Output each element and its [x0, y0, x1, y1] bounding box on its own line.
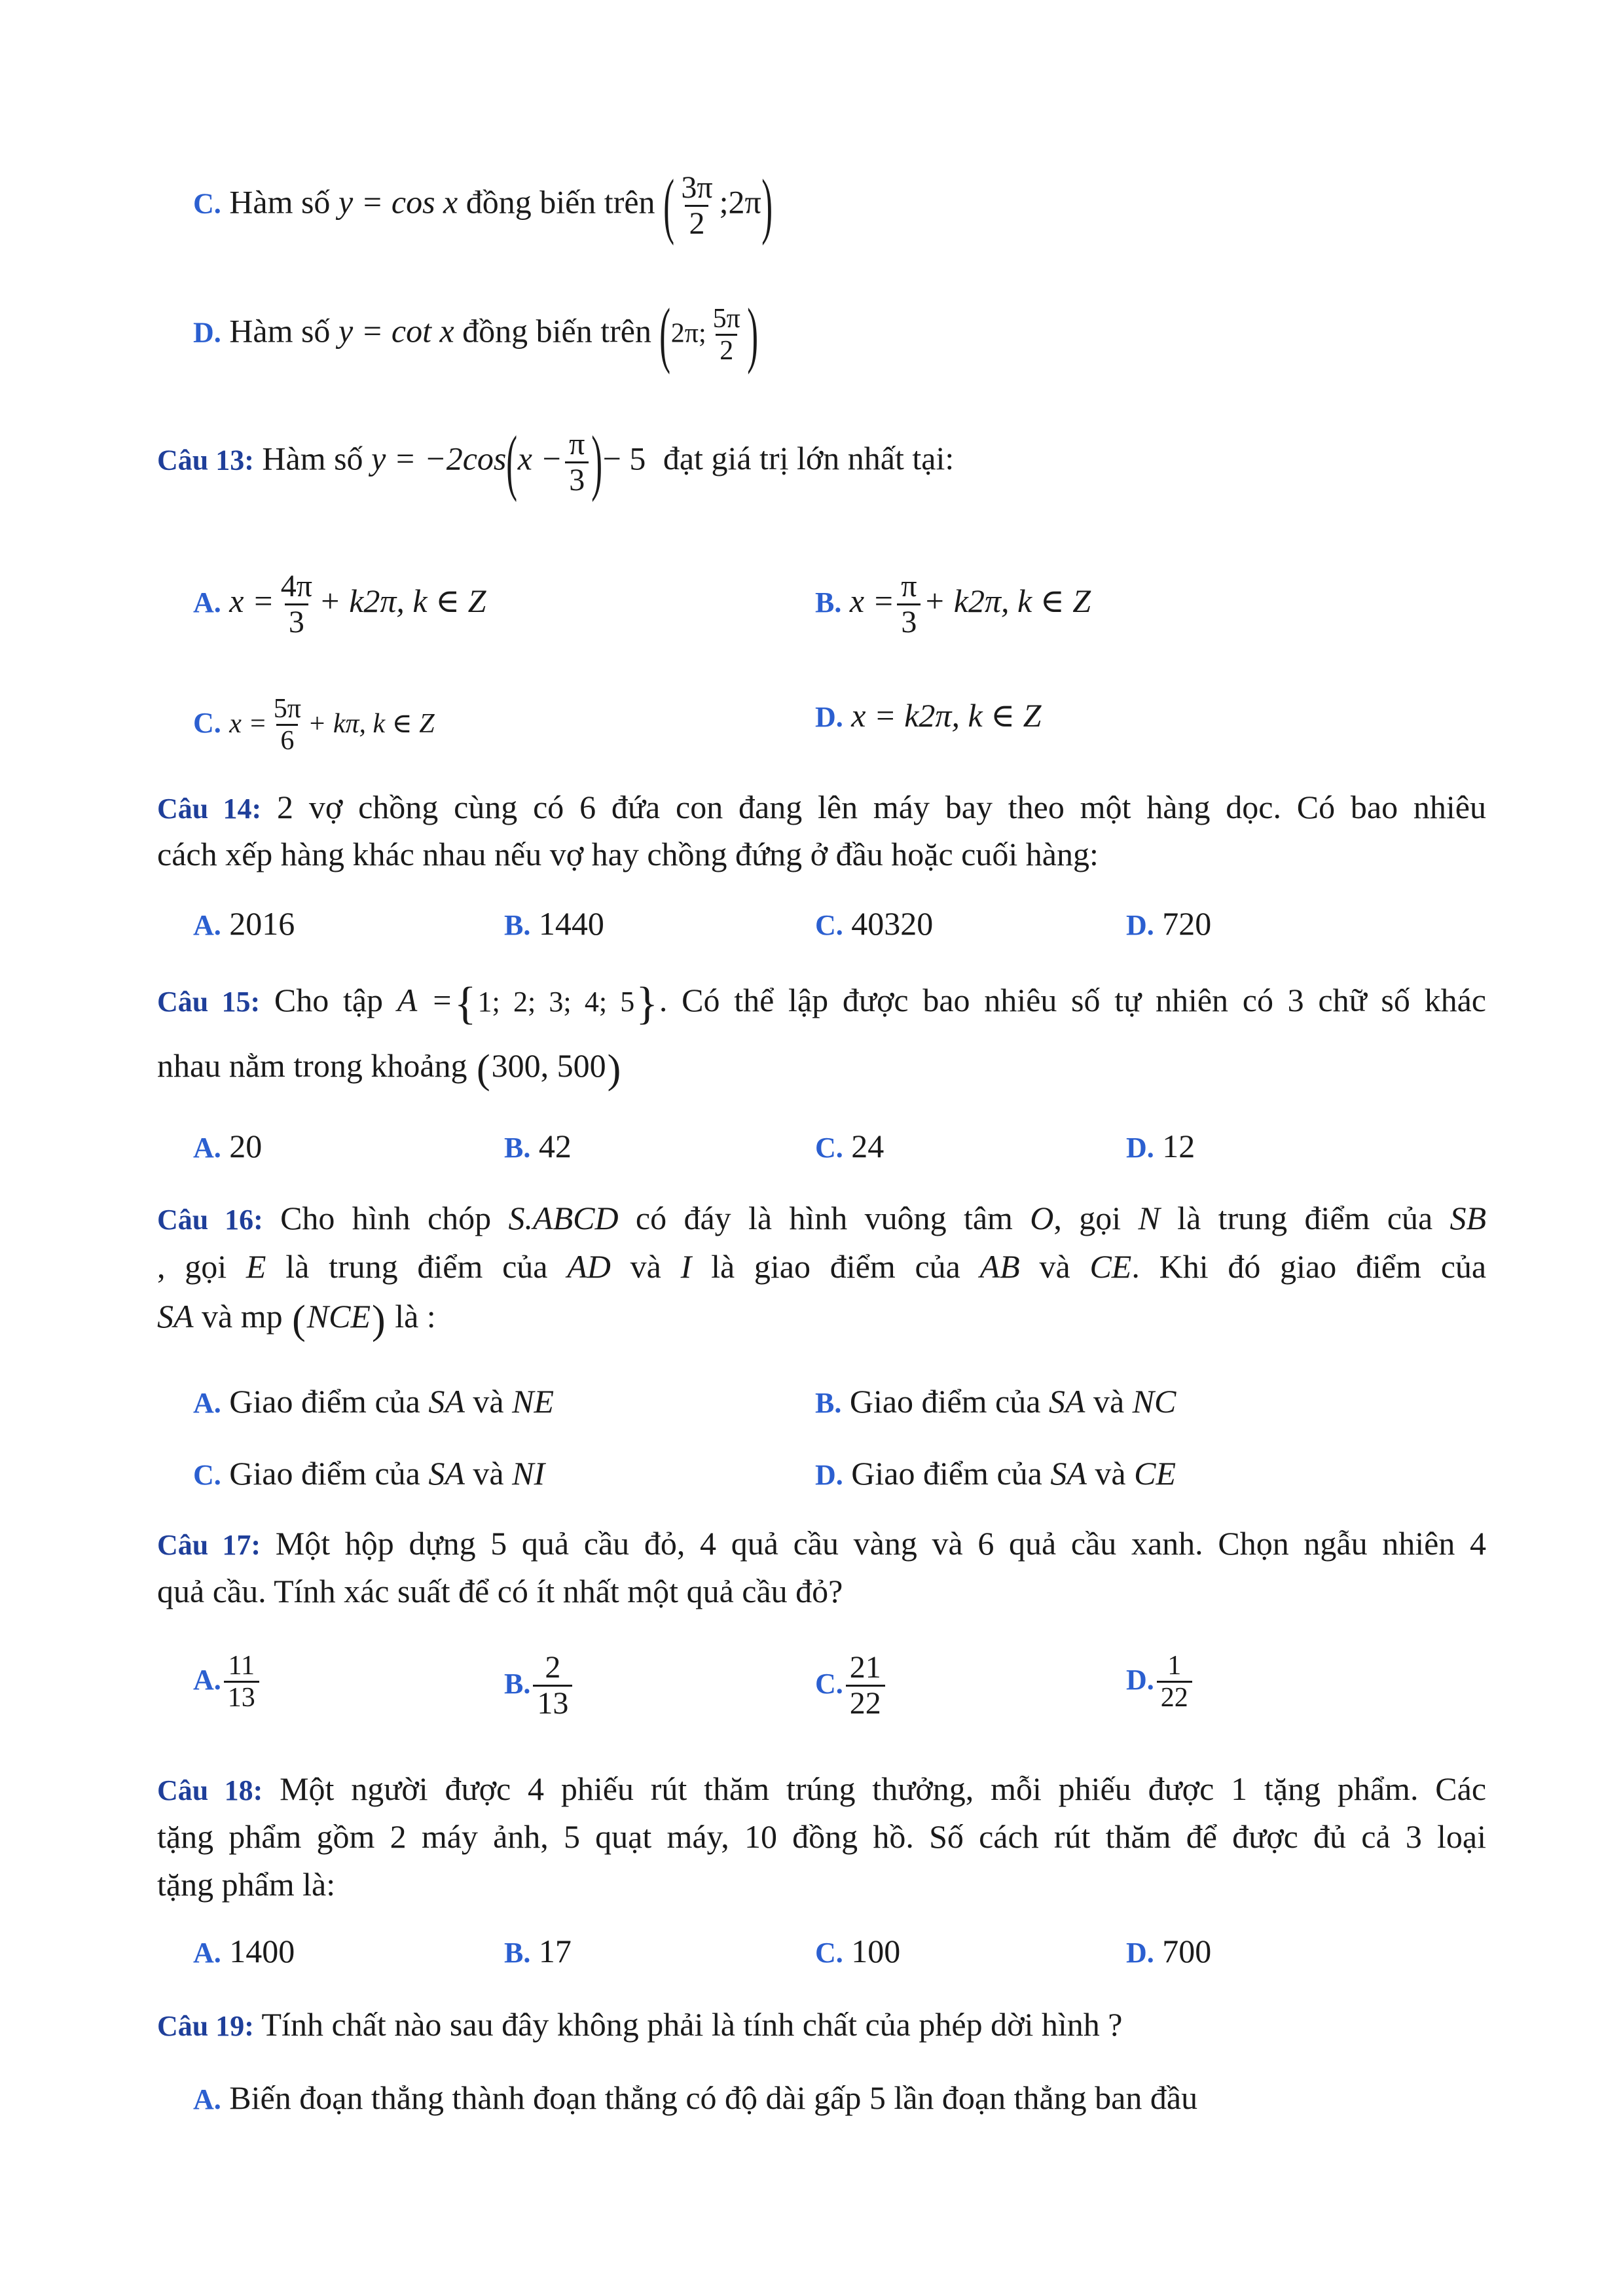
option-text: Hàm số — [229, 183, 331, 221]
q18-option-a[interactable]: A. 1400 — [193, 1933, 295, 1969]
question-13: Câu 13: Hàm số y = −2cos(x − $\frac{\pi}{3}$ )− 5 đạt giá trị lớn nhất tại: — [157, 422, 955, 503]
fraction: $\frac{4\pi}{3}$ — [280, 569, 312, 639]
question-18-line-1: Câu 18: Một người được 4 phiếu rút thăm trúng thưởng, mỗi phiếu được 1 tặng phẩm. Các — [157, 1770, 1487, 1807]
q14-option-a[interactable]: A. 2016 — [193, 905, 295, 942]
right-paren: ) — [747, 294, 758, 375]
q13-option-d[interactable]: D. x = k2π, k ∈ Z — [815, 697, 1042, 734]
fraction: $\frac{2}{13}$ — [533, 1651, 572, 1721]
question-15-line-2: nhau nằm trong khoảng (300, 500) — [157, 1047, 621, 1092]
fraction: $\frac{21}{22}$ — [846, 1651, 885, 1721]
q15-option-a[interactable]: A. 20 — [193, 1128, 263, 1164]
math-expression: 2π; — [670, 318, 706, 349]
question-19: Câu 19: Tính chất nào sau đây không phải là tính chất của phép dời hình ? — [157, 2006, 1123, 2043]
q15-option-d[interactable]: D. 12 — [1126, 1128, 1195, 1164]
q12-option-d[interactable] — [193, 294, 758, 375]
fraction: $\frac{1}{22}$ — [1157, 1651, 1192, 1713]
q16-option-b[interactable]: B. Giao điểm của SA và NC — [815, 1383, 1176, 1420]
option-label: C. — [193, 706, 221, 739]
q18-option-c[interactable]: C. 100 — [815, 1933, 901, 1969]
question-label: Câu 17: — [157, 1529, 261, 1561]
option-label: C. — [193, 187, 221, 220]
right-paren: ) — [761, 165, 773, 246]
option-text: đồng biến trên — [462, 312, 651, 350]
fraction: $\frac{3\pi}{2}$ — [681, 170, 713, 241]
fraction: $\frac{5\pi}{6}$ — [273, 694, 301, 756]
question-16-line-1: Câu 16: Cho hình chóp S.ABCD có đáy là hình vuông tâm O, gọi N là trung điểm của SB — [157, 1200, 1487, 1236]
math-expression: ;2π — [719, 183, 761, 221]
math-expression: y = cos x — [338, 183, 458, 221]
question-label: Câu 18: — [157, 1774, 263, 1806]
math-expression: y = −2cos — [371, 440, 507, 477]
option-label: D. — [815, 701, 843, 733]
question-label: Câu 15: — [157, 986, 261, 1018]
q14-option-c[interactable]: C. 40320 — [815, 905, 934, 942]
option-text: đồng biến trên — [465, 183, 655, 221]
left-paren: ( — [659, 294, 671, 375]
question-17-line-1: Câu 17: Một hộp dựng 5 quả cầu đỏ, 4 quả cầu vàng và 6 quả cầu xanh. Chọn ngẫu nhiên 4 — [157, 1525, 1486, 1562]
option-label: A. — [193, 586, 221, 619]
option-label: B. — [815, 586, 842, 619]
q14-option-d[interactable]: D. 720 — [1126, 905, 1212, 942]
question-text: đạt giá trị lớn nhất tại: — [663, 440, 955, 477]
question-14-line-1: Câu 14: 2 vợ chồng cùng có 6 đứa con đang lên máy bay theo một hàng dọc. Có bao nhiêu — [157, 789, 1487, 825]
left-paren: ( — [663, 165, 675, 246]
fraction: $\frac{\pi}{3}$ — [897, 569, 921, 639]
q13-option-c[interactable]: C. x = $\frac{5\pi}{6}$ + kπ, k ∈ Z — [193, 694, 435, 756]
q13-option-b[interactable]: B. x = $\frac{\pi}{3}$ + k2π, k ∈ Z — [815, 569, 1091, 639]
question-14-line-2: cách xếp hàng khác nhau nếu vợ hay chồng đứng ở đầu hoặc cuối hàng: — [157, 836, 1099, 872]
fraction: $\frac{5\pi}{2}$ — [712, 303, 740, 366]
question-18-line-2: tặng phẩm gồm 2 máy ảnh, 5 quạt máy, 10 đồng hồ. Số cách rút thăm để được đủ cả 3 loại — [157, 1818, 1486, 1855]
left-paren: ( — [506, 422, 518, 503]
question-15-line-1: Câu 15: Cho tập A ={1; 2; 3; 4; 5}. Có thể lập được bao nhiêu số tự nhiên có 3 chữ số khác — [157, 978, 1487, 1029]
question-text: Hàm số — [262, 440, 363, 477]
q12-option-c[interactable] — [193, 165, 773, 246]
q15-option-b[interactable]: B. 42 — [504, 1128, 572, 1164]
question-label: Câu 13: — [157, 444, 254, 476]
q15-option-c[interactable]: C. 24 — [815, 1128, 884, 1164]
fraction: $\frac{11}{13}$ — [224, 1651, 259, 1713]
question-label: Câu 19: — [157, 2010, 254, 2042]
option-text: Hàm số — [229, 312, 331, 350]
q14-option-b[interactable]: B. 1440 — [504, 905, 604, 942]
option-label: D. — [193, 316, 221, 349]
question-17-line-2: quả cầu. Tính xác suất để có ít nhất một quả cầu đỏ? — [157, 1573, 843, 1609]
right-paren: ) — [591, 422, 603, 503]
q16-option-a[interactable]: A. Giao điểm của SA và NE — [193, 1383, 554, 1420]
question-16-line-2: , gọi E là trung điểm của AD và I là giao điểm của AB và CE. Khi đó giao điểm của — [157, 1248, 1487, 1285]
question-label: Câu 14: — [157, 793, 262, 825]
q17-option-a[interactable]: A. $\frac{11}{13}$ — [193, 1651, 262, 1713]
q18-option-b[interactable]: B. 17 — [504, 1933, 572, 1969]
q19-option-a[interactable]: A. Biến đoạn thẳng thành đoạn thẳng có độ dài gấp 5 lần đoạn thẳng ban đầu — [193, 2079, 1198, 2116]
q17-option-b[interactable]: B. $\frac{2}{13}$ — [504, 1651, 575, 1721]
q16-option-d[interactable]: D. Giao điểm của SA và CE — [815, 1455, 1176, 1492]
question-16-line-3: SA và mp (NCE) là : — [157, 1297, 436, 1342]
question-18-line-3: tặng phẩm là: — [157, 1866, 336, 1903]
q16-option-c[interactable]: C. Giao điểm của SA và NI — [193, 1455, 545, 1492]
q18-option-d[interactable]: D. 700 — [1126, 1933, 1212, 1969]
q17-option-d[interactable]: D. $\frac{1}{22}$ — [1126, 1651, 1195, 1713]
q17-option-c[interactable]: C. $\frac{21}{22}$ — [815, 1651, 888, 1721]
q13-option-a[interactable]: A. x = $\frac{4\pi}{3}$ + k2π, k ∈ Z — [193, 569, 486, 639]
question-label: Câu 16: — [157, 1204, 263, 1236]
fraction: $\frac{\pi}{3}$ — [565, 427, 589, 497]
math-expression: y = cot x — [338, 312, 454, 350]
